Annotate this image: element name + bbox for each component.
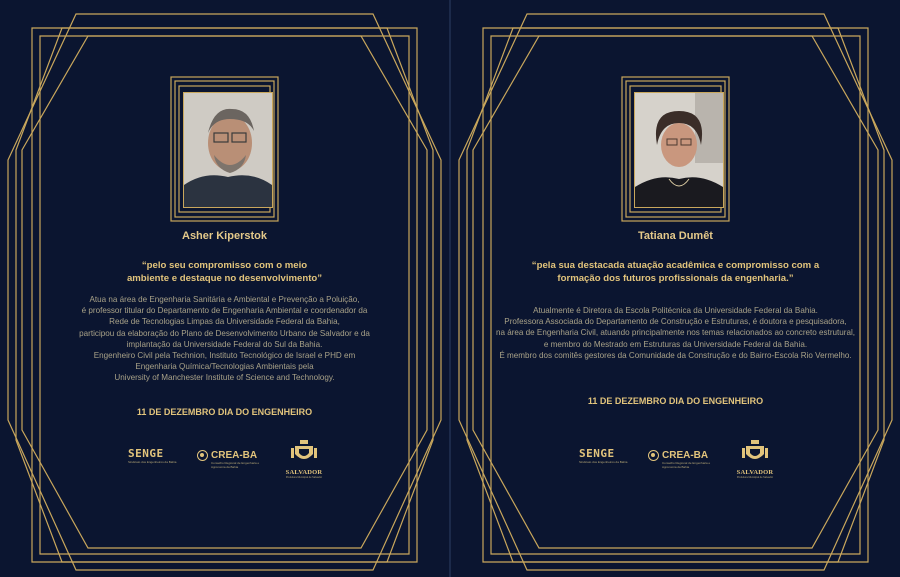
portrait-photo (183, 92, 273, 208)
crea-ba-logo (648, 450, 720, 469)
honoree-card-asher (0, 0, 449, 577)
bio-line: Engenharia Química/Tecnologias Ambientais pela (135, 362, 314, 372)
honoree-name: Tatiana Dumêt (638, 230, 713, 242)
coat-of-arms-icon (291, 440, 317, 464)
honoree-card-tatiana (451, 0, 900, 577)
salvador-logo-subtitle: Prefeitura Municipal de Salvador (736, 476, 774, 479)
senge-logo-subtitle: Sindicato dos Engenheiros da Bahia (128, 460, 177, 464)
senge-logo (128, 448, 183, 464)
quote-line: formação dos futuros profissionais da engenharia.” (557, 272, 794, 284)
salvador-logo-title: SALVADOR (736, 469, 774, 476)
salvador-logo (284, 440, 324, 479)
honoree-bio (40, 294, 409, 384)
coat-of-arms-icon (742, 440, 768, 464)
crea-logo-subtitle: Conselho Regional de Engenharia e Agronomia da Bahia (662, 461, 711, 469)
senge-logo-title: SENGE (579, 447, 615, 460)
senge-logo-subtitle: Sindicato dos Engenheiros da Bahia (579, 460, 628, 464)
crea-logo-title: CREA-BA (211, 450, 258, 461)
date-caption: 11 DE DEZEMBRO DIA DO ENGENHEIRO (587, 396, 764, 406)
portrait-photo (634, 92, 724, 208)
bio-line: Atua na área de Engenharia Sanitária e Ambiental e Prevenção a Poluição, (89, 295, 360, 304)
crea-emblem-icon (648, 450, 659, 461)
senge-logo-title: SENGE (128, 447, 164, 460)
honoree-bio (481, 305, 870, 361)
bio-line: na área de Engenharia Civil, atuando principalmente nos temas relacionados ao concreto estrutural, (495, 328, 856, 338)
bio-line: Rede de Tecnologias Limpas da Universidade Federal da Bahia, (109, 317, 340, 327)
salvador-logo-subtitle: Prefeitura Municipal de Salvador (285, 476, 323, 479)
sponsor-logos (451, 438, 900, 480)
bio-line: e membro do Mestrado em Estruturas da Universidade Federal da Bahia. (543, 339, 808, 349)
crea-emblem-icon (197, 450, 208, 461)
quote-line: “pelo seu compromisso com o meio (141, 260, 308, 271)
bio-line: implantação da Universidade Federal do Sul da Bahia. (126, 339, 323, 349)
quote-line: “pela sua destacada atuação acadêmica e compromisso com a (531, 260, 820, 271)
honoree-quote (491, 260, 860, 285)
sponsor-logos (0, 438, 449, 480)
date-caption: 11 DE DEZEMBRO DIA DO ENGENHEIRO (136, 407, 313, 417)
crea-ba-logo (197, 450, 269, 469)
honoree-quote (60, 260, 389, 285)
bio-line: Professora Associada do Departamento de Construção e Estruturas, é doutora e pesquisadora, (504, 317, 847, 327)
honoree-name: Asher Kiperstok (182, 230, 267, 242)
crea-logo-title: CREA-BA (662, 450, 709, 461)
bio-line: É membro dos comitês gestores da Comunidade da Construção e do Bairro-Escola Rio Vermelho. (499, 350, 852, 360)
bio-line: Engenheiro Civil pela Technion, Instituto Tecnológico de Israel e PHD em (93, 351, 356, 361)
bio-line: University of Manchester Institute of Science and Technology. (114, 373, 335, 383)
bio-line: é professor titular do Departamento de Engenharia Ambiental e coordenador da (81, 306, 368, 316)
salvador-logo-title: SALVADOR (285, 469, 323, 476)
senge-logo (579, 448, 634, 464)
art-deco-frame (451, 0, 900, 577)
quote-line: ambiente e destaque no desenvolvimento” (126, 272, 323, 284)
art-deco-frame (0, 0, 449, 577)
salvador-logo (735, 440, 775, 479)
bio-line: participou da elaboração do Plano de Desenvolvimento Urbano de Salvador e da (79, 328, 370, 338)
crea-logo-subtitle: Conselho Regional de Engenharia e Agronomia da Bahia (211, 461, 260, 469)
bio-line: Atualmente é Diretora da Escola Politécnica da Universidade Federal da Bahia. (533, 306, 818, 315)
